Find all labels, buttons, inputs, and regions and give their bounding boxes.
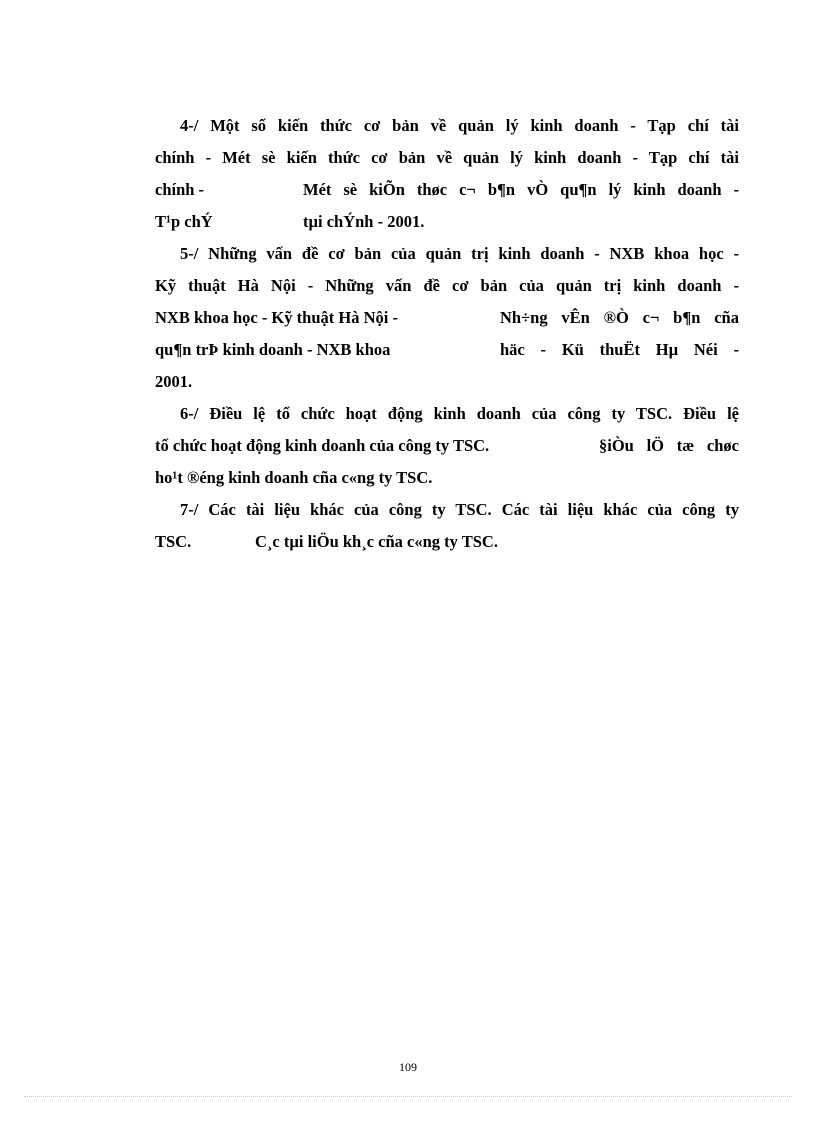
reference-line: Kỹ thuật Hà Nội - Những vấn đề cơ bản của quản trị kinh doanh - [155,276,739,295]
reference-list [155,110,739,558]
reference-fragment: NXB khoa học - Kỹ thuật Hà Nội - [155,308,398,327]
reference-fragment: Nh÷ng vÊn ®Ò c¬ b¶n cña [500,308,739,327]
reference-fragment: qu¶n trÞ kinh doanh - NXB khoa [155,340,391,359]
page-bottom-divider [24,1096,792,1097]
reference-line: 2001. [155,372,193,391]
reference-line [155,430,739,462]
reference-fragment: tµi chÝnh - 2001. [303,212,425,231]
reference-line [155,334,739,366]
reference-fragment: Mét sè kiÕn thøc c¬ b¶n vÒ qu¶n lý kinh doanh - [303,180,739,199]
reference-item-5 [155,238,739,398]
reference-line: chính - Mét sè kiến thức cơ bản về quản lý kinh doanh - Tạp chí tài [155,148,739,167]
reference-line: 4-/ Một số kiến thức cơ bản về quản lý kinh doanh - Tạp chí tài [180,116,739,135]
reference-line: 5-/ Những vấn đề cơ bản của quản trị kinh doanh - NXB khoa học - [180,244,739,263]
reference-item-6 [155,398,739,494]
reference-fragment: häc - Kü thuËt Hµ Néi - [500,340,739,359]
reference-line [155,206,739,238]
reference-fragment: C¸c tµi liÖu kh¸c cña c«ng ty TSC. [255,532,498,551]
reference-line: ho¹t ®éng kinh doanh cña c«ng ty TSC. [155,468,433,487]
page-number: 109 [399,1060,417,1074]
reference-line: 7-/ Các tài liệu khác của công ty TSC. Các tài liệu khác của công ty [180,500,739,519]
reference-fragment: TSC. [155,532,192,551]
reference-fragment: tổ chức hoạt động kinh doanh của công ty TSC. [155,436,490,455]
reference-line: 6-/ Điều lệ tổ chức hoạt động kinh doanh của công ty TSC. Điều lệ [180,404,739,423]
reference-item-7 [155,494,739,558]
reference-fragment: chính - [155,180,205,199]
reference-fragment: §iÒu lÖ tæ chøc [599,436,739,455]
reference-line [155,526,739,558]
reference-line [155,174,739,206]
reference-item-4 [155,110,739,238]
reference-fragment: T¹p chÝ [155,212,213,231]
reference-line [155,302,739,334]
